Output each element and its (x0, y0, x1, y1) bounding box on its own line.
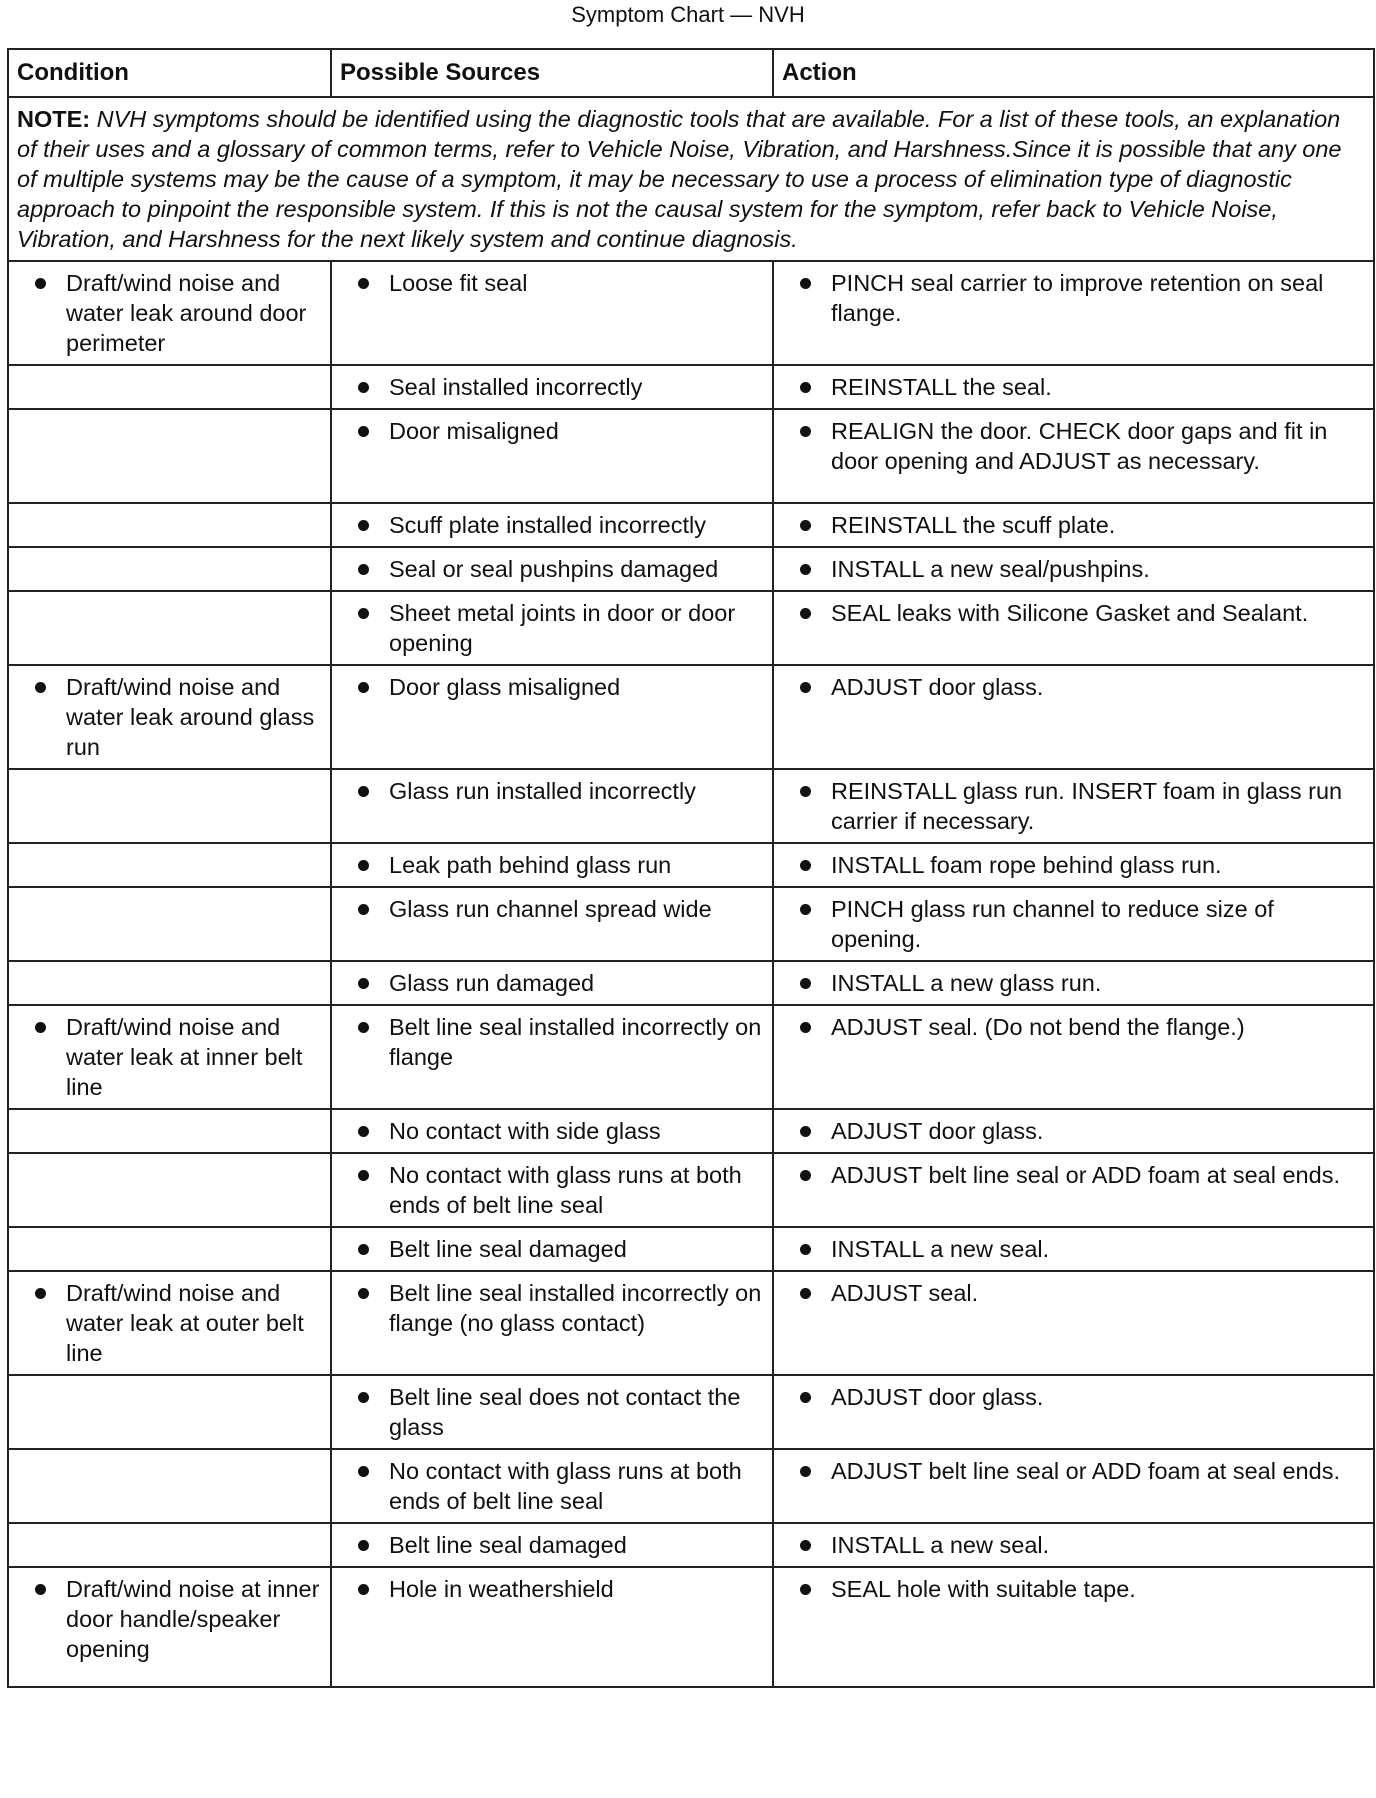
bullet-icon (800, 1126, 811, 1137)
action-cell-item (782, 1382, 1365, 1412)
source-cell (331, 547, 773, 591)
condition-cell-text: Draft/wind noise and water leak around glass run (66, 674, 315, 760)
action-cell-text: ADJUST door glass. (831, 1118, 1044, 1144)
action-cell-text: PINCH seal carrier to improve retention on seal flange. (831, 270, 1324, 326)
table-row (8, 769, 1374, 843)
table-row (8, 887, 1374, 961)
source-cell-item (340, 1530, 764, 1560)
table-row (8, 261, 1374, 365)
bullet-icon (800, 608, 811, 619)
table-row (8, 1375, 1374, 1449)
bullet-icon (358, 1540, 369, 1551)
action-cell-text: REINSTALL the seal. (831, 374, 1052, 400)
condition-cell (8, 365, 331, 409)
source-cell-item (340, 1160, 764, 1220)
condition-cell-text: Draft/wind noise and water leak around door perimeter (66, 270, 307, 356)
bullet-icon (800, 1584, 811, 1595)
action-cell-text: REINSTALL glass run. INSERT foam in glass run carrier if necessary. (831, 778, 1343, 834)
bullet-icon (358, 564, 369, 575)
bullet-icon (358, 1288, 369, 1299)
action-cell-text: INSTALL foam rope behind glass run. (831, 852, 1222, 878)
bullet-icon (358, 608, 369, 619)
condition-cell (8, 409, 331, 503)
bullet-icon (35, 278, 46, 289)
action-cell-item (782, 850, 1365, 880)
action-cell-item (782, 598, 1365, 628)
bullet-icon (800, 1022, 811, 1033)
source-cell (331, 1153, 773, 1227)
source-cell-item (340, 416, 764, 446)
note-row (8, 97, 1374, 261)
table-row (8, 547, 1374, 591)
source-cell-text: Belt line seal installed incorrectly on flange (389, 1014, 762, 1070)
action-cell-item (782, 1234, 1365, 1264)
condition-cell-text: Draft/wind noise and water leak at inner belt line (66, 1014, 303, 1100)
header-condition: Condition (8, 49, 331, 97)
bullet-icon (800, 564, 811, 575)
action-cell-item (782, 672, 1365, 702)
action-cell-item (782, 894, 1365, 954)
source-cell (331, 1109, 773, 1153)
source-cell (331, 365, 773, 409)
action-cell-text: INSTALL a new glass run. (831, 970, 1102, 996)
action-cell (773, 769, 1374, 843)
chart-title: Symptom Chart — NVH (571, 2, 805, 27)
bullet-icon (800, 1170, 811, 1181)
source-cell-text: No contact with side glass (389, 1118, 661, 1144)
source-cell-text: No contact with glass runs at both ends of belt line seal (389, 1458, 742, 1514)
condition-cell (8, 887, 331, 961)
action-cell-item (782, 1530, 1365, 1560)
action-cell (773, 1271, 1374, 1375)
source-cell-text: Door misaligned (389, 418, 559, 444)
condition-cell-item (17, 1012, 322, 1102)
condition-cell-item (17, 1574, 322, 1664)
action-cell-text: ADJUST belt line seal or ADD foam at seal ends. (831, 1458, 1340, 1484)
action-cell (773, 365, 1374, 409)
condition-cell (8, 1005, 331, 1109)
action-cell-item (782, 1574, 1365, 1604)
source-cell-text: No contact with glass runs at both ends of belt line seal (389, 1162, 742, 1218)
table-row (8, 843, 1374, 887)
symptom-table (7, 48, 1375, 1688)
bullet-icon (35, 1022, 46, 1033)
source-cell-item (340, 1574, 764, 1604)
source-cell (331, 843, 773, 887)
bullet-icon (800, 860, 811, 871)
source-cell (331, 1227, 773, 1271)
bullet-icon (800, 1288, 811, 1299)
source-cell-item (340, 850, 764, 880)
condition-cell-text: Draft/wind noise at inner door handle/speaker opening (66, 1576, 320, 1662)
source-cell-text: Seal or seal pushpins damaged (389, 556, 719, 582)
bullet-icon (800, 978, 811, 989)
action-cell-item (782, 1012, 1365, 1042)
condition-cell (8, 547, 331, 591)
source-cell-item (340, 1382, 764, 1442)
note-label: NOTE: (17, 106, 91, 132)
action-cell (773, 665, 1374, 769)
source-cell-text: Seal installed incorrectly (389, 374, 643, 400)
source-cell-item (340, 268, 764, 298)
bullet-icon (358, 426, 369, 437)
source-cell-text: Leak path behind glass run (389, 852, 672, 878)
action-cell (773, 591, 1374, 665)
bullet-icon (358, 978, 369, 989)
source-cell (331, 1005, 773, 1109)
condition-cell (8, 1567, 331, 1687)
bullet-icon (800, 1244, 811, 1255)
action-cell-item (782, 554, 1365, 584)
condition-cell-item (17, 672, 322, 762)
source-cell-item (340, 776, 764, 806)
condition-cell-item (17, 268, 322, 358)
action-cell-item (782, 1456, 1365, 1486)
action-cell-item (782, 1116, 1365, 1146)
condition-cell (8, 1227, 331, 1271)
action-cell (773, 1005, 1374, 1109)
source-cell-item (340, 554, 764, 584)
action-cell (773, 843, 1374, 887)
bullet-icon (358, 382, 369, 393)
bullet-icon (800, 520, 811, 531)
source-cell-item (340, 1278, 764, 1338)
source-cell (331, 887, 773, 961)
source-cell (331, 665, 773, 769)
action-cell-text: ADJUST belt line seal or ADD foam at seal ends. (831, 1162, 1340, 1188)
source-cell (331, 409, 773, 503)
source-cell-item (340, 598, 764, 658)
source-cell-text: Belt line seal installed incorrectly on flange (no glass contact) (389, 1280, 762, 1336)
action-cell-text: ADJUST door glass. (831, 1384, 1044, 1410)
action-cell (773, 547, 1374, 591)
source-cell (331, 503, 773, 547)
bullet-icon (800, 1466, 811, 1477)
source-cell-text: Hole in weathershield (389, 1576, 614, 1602)
source-cell (331, 261, 773, 365)
action-cell-item (782, 510, 1365, 540)
table-row (8, 591, 1374, 665)
source-cell (331, 769, 773, 843)
source-cell-item (340, 1116, 764, 1146)
condition-cell-item (17, 1278, 322, 1368)
bullet-icon (358, 860, 369, 871)
action-cell (773, 1375, 1374, 1449)
bullet-icon (358, 1126, 369, 1137)
table-row (8, 1109, 1374, 1153)
source-cell (331, 1271, 773, 1375)
action-cell-text: INSTALL a new seal/pushpins. (831, 556, 1150, 582)
action-cell (773, 961, 1374, 1005)
action-cell-text: REINSTALL the scuff plate. (831, 512, 1116, 538)
bullet-icon (800, 1540, 811, 1551)
source-cell-text: Glass run damaged (389, 970, 595, 996)
note-text: NVH symptoms should be identified using the diagnostic tools that are available. For a list of these tools, an explanation of their uses and a glossary of common terms, refer to Vehicle Noise, Vibration, and Harshness.Since it is possible that any one of multiple systems may be the cause of a symptom, it may be necessary to use a process of elimination type of diagnostic approach to pinpoint the responsible system. If this is not the causal system for the symptom, refer back to Vehicle Noise, Vibration, and Harshness for the next likely system and continue diagnosis. (17, 106, 1342, 252)
action-cell-text: ADJUST door glass. (831, 674, 1044, 700)
bullet-icon (35, 1288, 46, 1299)
action-cell-text: ADJUST seal. (831, 1280, 979, 1306)
table-row (8, 1523, 1374, 1567)
source-cell-item (340, 372, 764, 402)
source-cell (331, 1523, 773, 1567)
source-cell-item (340, 672, 764, 702)
condition-cell-text: Draft/wind noise and water leak at outer belt line (66, 1280, 304, 1366)
action-cell (773, 1109, 1374, 1153)
action-cell (773, 1523, 1374, 1567)
action-cell-text: SEAL leaks with Silicone Gasket and Sealant. (831, 600, 1309, 626)
condition-cell (8, 503, 331, 547)
source-cell (331, 961, 773, 1005)
header-row (8, 49, 1374, 97)
table-row (8, 365, 1374, 409)
bullet-icon (800, 278, 811, 289)
condition-cell (8, 1375, 331, 1449)
source-cell-item (340, 1456, 764, 1516)
source-cell-text: Door glass misaligned (389, 674, 621, 700)
bullet-icon (358, 1584, 369, 1595)
bullet-icon (35, 1584, 46, 1595)
action-cell-item (782, 268, 1365, 328)
condition-cell (8, 1109, 331, 1153)
action-cell (773, 261, 1374, 365)
action-cell-item (782, 776, 1365, 836)
condition-cell (8, 769, 331, 843)
action-cell-text: REALIGN the door. CHECK door gaps and fit in door opening and ADJUST as necessary. (831, 418, 1328, 474)
bullet-icon (800, 1392, 811, 1403)
source-cell-text: Belt line seal damaged (389, 1532, 627, 1558)
source-cell-text: Glass run installed incorrectly (389, 778, 696, 804)
condition-cell (8, 1153, 331, 1227)
bullet-icon (358, 1170, 369, 1181)
condition-cell (8, 843, 331, 887)
header-possible-sources: Possible Sources (331, 49, 773, 97)
condition-cell (8, 591, 331, 665)
source-cell-text: Belt line seal does not contact the glass (389, 1384, 741, 1440)
condition-cell (8, 261, 331, 365)
table-row (8, 1567, 1374, 1687)
action-cell-text: INSTALL a new seal. (831, 1532, 1050, 1558)
action-cell (773, 1567, 1374, 1687)
table-row (8, 1271, 1374, 1375)
bullet-icon (800, 904, 811, 915)
bullet-icon (358, 1244, 369, 1255)
action-cell-item (782, 1160, 1365, 1190)
bullet-icon (358, 682, 369, 693)
source-cell (331, 1567, 773, 1687)
action-cell-text: ADJUST seal. (Do not bend the flange.) (831, 1014, 1245, 1040)
action-cell-item (782, 968, 1365, 998)
table-row (8, 665, 1374, 769)
bullet-icon (358, 786, 369, 797)
table-row (8, 1005, 1374, 1109)
note-cell (8, 97, 1374, 261)
bullet-icon (358, 520, 369, 531)
action-cell-text: PINCH glass run channel to reduce size of opening. (831, 896, 1274, 952)
condition-cell (8, 1271, 331, 1375)
source-cell (331, 1375, 773, 1449)
bullet-icon (800, 426, 811, 437)
condition-cell (8, 1523, 331, 1567)
bullet-icon (358, 278, 369, 289)
source-cell (331, 1449, 773, 1523)
table-row (8, 1227, 1374, 1271)
source-cell-text: Sheet metal joints in door or door opening (389, 600, 736, 656)
bullet-icon (358, 1022, 369, 1033)
source-cell-item (340, 968, 764, 998)
table-row (8, 409, 1374, 503)
condition-cell (8, 665, 331, 769)
table-row (8, 503, 1374, 547)
source-cell-item (340, 510, 764, 540)
bullet-icon (800, 682, 811, 693)
action-cell (773, 1449, 1374, 1523)
action-cell (773, 887, 1374, 961)
bullet-icon (800, 786, 811, 797)
source-cell-text: Belt line seal damaged (389, 1236, 627, 1262)
action-cell-item (782, 1278, 1365, 1308)
action-cell-item (782, 416, 1365, 476)
table-row (8, 1449, 1374, 1523)
source-cell (331, 591, 773, 665)
condition-cell (8, 1449, 331, 1523)
action-cell (773, 1227, 1374, 1271)
table-row (8, 961, 1374, 1005)
action-cell (773, 1153, 1374, 1227)
action-cell-text: INSTALL a new seal. (831, 1236, 1050, 1262)
source-cell-item (340, 1234, 764, 1264)
action-cell-text: SEAL hole with suitable tape. (831, 1576, 1136, 1602)
bullet-icon (358, 1392, 369, 1403)
action-cell (773, 503, 1374, 547)
condition-cell (8, 961, 331, 1005)
header-action: Action (773, 49, 1374, 97)
action-cell-item (782, 372, 1365, 402)
source-cell-text: Loose fit seal (389, 270, 528, 296)
source-cell-item (340, 1012, 764, 1072)
bullet-icon (358, 1466, 369, 1477)
source-cell-item (340, 894, 764, 924)
source-cell-text: Scuff plate installed incorrectly (389, 512, 706, 538)
table-row (8, 1153, 1374, 1227)
bullet-icon (35, 682, 46, 693)
bullet-icon (358, 904, 369, 915)
source-cell-text: Glass run channel spread wide (389, 896, 712, 922)
bullet-icon (800, 382, 811, 393)
action-cell (773, 409, 1374, 503)
